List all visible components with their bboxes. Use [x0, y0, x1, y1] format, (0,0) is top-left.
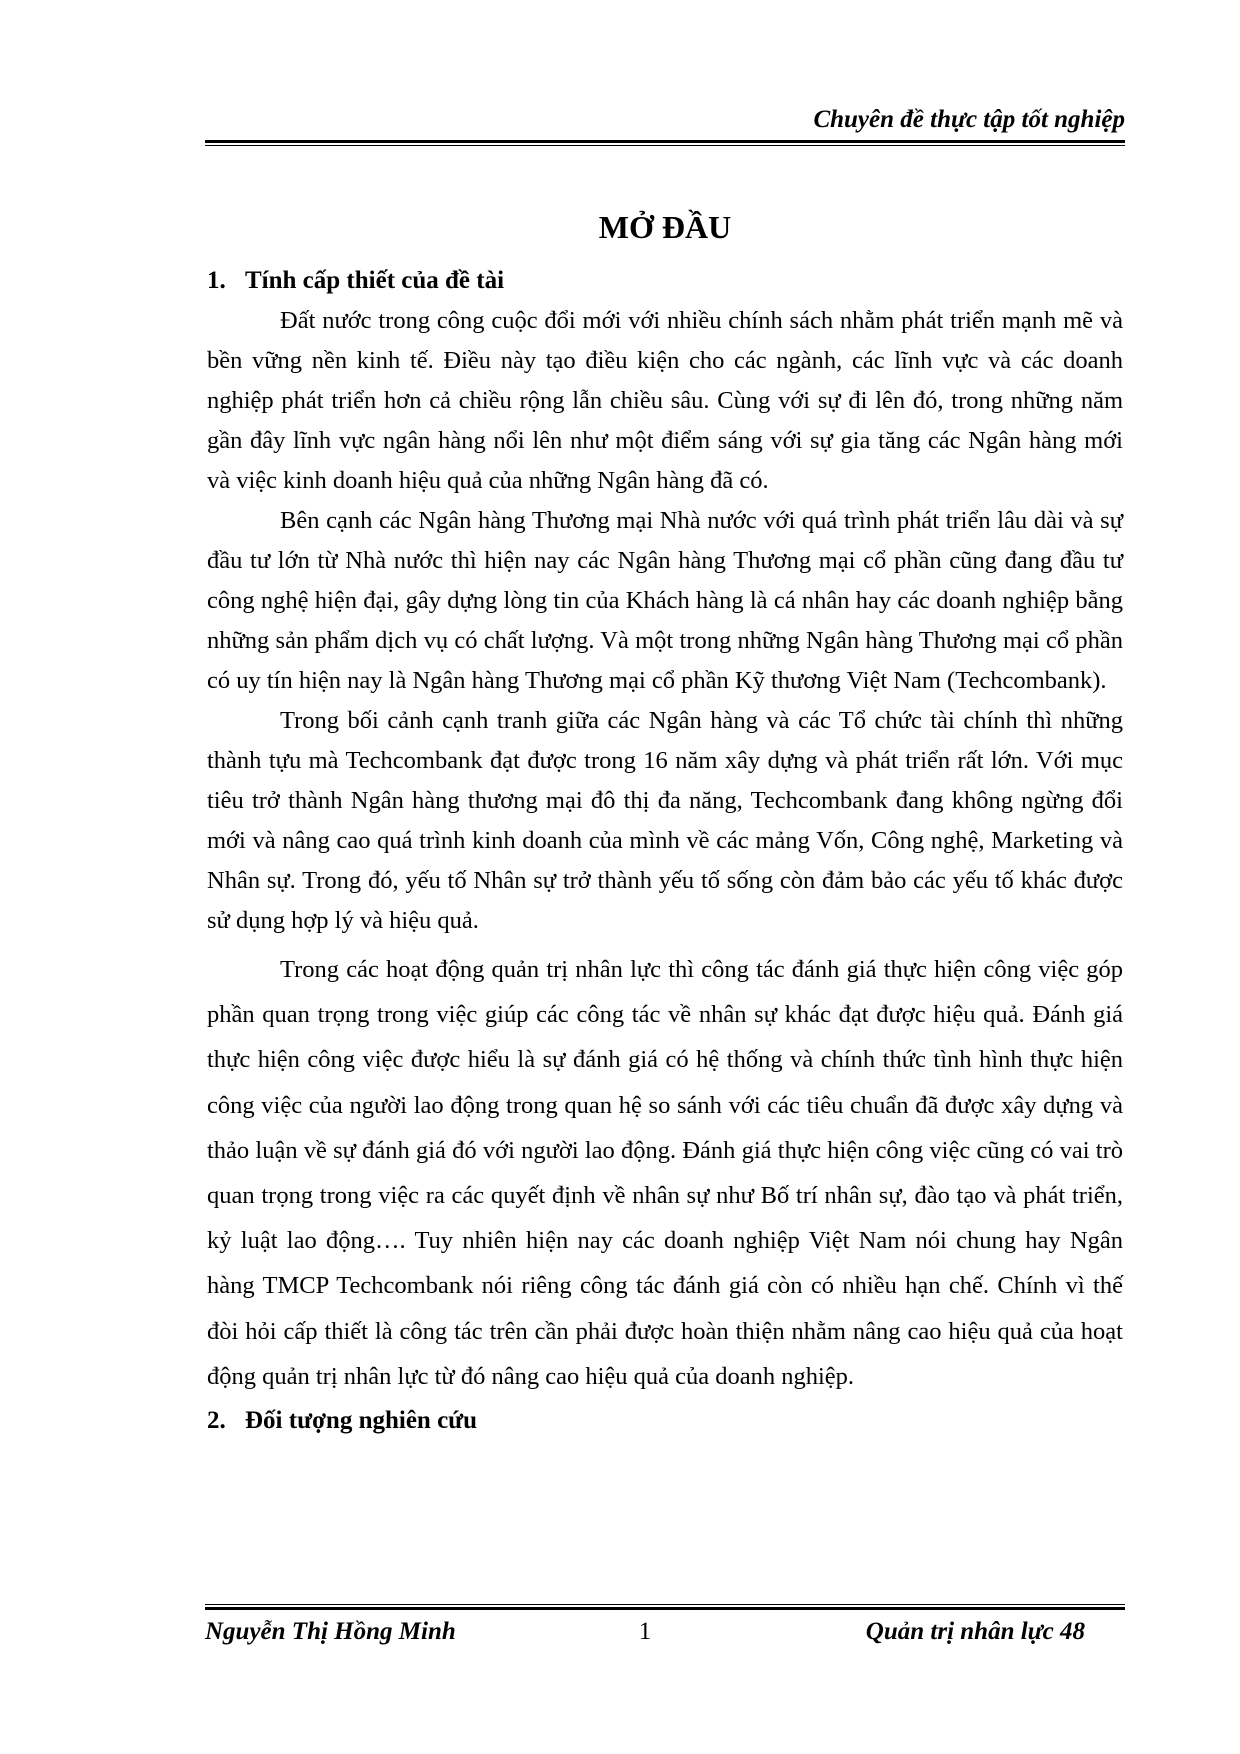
paragraph: Trong bối cảnh cạnh tranh giữa các Ngân hàng và các Tổ chức tài chính thì những thành tựu mà Techcombank đạt được trong 16 năm xây dựng và phát triển rất lớn. Với mục tiêu trở thành Ngân hàng thương mại đô thị đa năng, Techcombank đang không ngừng đổi mới và nâng cao quá trình kinh doanh của mình về các mảng Vốn, Công nghệ, Marketing và Nhân sự. Trong đó, yếu tố Nhân sự trở thành yếu tố sống còn đảm bảo các yếu tố khác được sử dụng hợp lý và hiệu quả.	[207, 707, 1123, 934]
page-title: MỞ ĐẦU	[598, 209, 732, 245]
section-title: Tính cấp thiết của đề tài	[245, 267, 505, 294]
footer-course: Quản trị nhân lực 48	[865, 1618, 1085, 1645]
page-number: 1	[638, 1618, 652, 1645]
header-rule	[205, 140, 1125, 146]
section-heading-1	[207, 261, 1123, 301]
body-text	[207, 261, 1123, 1441]
page-footer	[205, 1614, 1125, 1650]
footer-author: Nguyễn Thị Hồng Minh	[205, 1618, 456, 1645]
paragraph: Bên cạnh các Ngân hàng Thương mại Nhà nước với quá trình phát triển lâu dài và sự đầu tư lớn từ Nhà nước thì hiện nay các Ngân hàng Thương mại cổ phần cũng đang đầu tư công nghệ hiện đại, gây dựng lòng tin của Khách hàng là cá nhân hay các doanh nghiệp bằng những sản phẩm dịch vụ có chất lượng. Và một trong những Ngân hàng Thương mại cổ phần có uy tín hiện nay là Ngân hàng Thương mại cổ phần Kỹ thương Việt Nam (Techcombank).	[207, 507, 1123, 694]
section-number: 1.	[207, 267, 226, 294]
section-title: Đối tượng nghiên cứu	[245, 1407, 478, 1435]
section-heading-2	[207, 1401, 1123, 1441]
paragraph: Đất nước trong công cuộc đổi mới với nhiều chính sách nhằm phát triển mạnh mẽ và bền vững nền kinh tế. Điều này tạo điều kiện cho các ngành, các lĩnh vực và các doanh nghiệp phát triển hơn cả chiều rộng lẫn chiều sâu. Cùng với sự đi lên đó, trong những năm gần đây lĩnh vực ngân hàng nổi lên như một điểm sáng với sự gia tăng các Ngân hàng mới và việc kinh doanh hiệu quả của những Ngân hàng đã có.	[207, 307, 1123, 494]
running-header: Chuyên đề thực tập tốt nghiệp	[813, 106, 1125, 133]
paragraph: Trong các hoạt động quản trị nhân lực thì công tác đánh giá thực hiện công việc góp phần quan trọng trong việc giúp các công tác về nhân sự khác đạt được hiệu quả. Đánh giá thực hiện công việc được hiểu là sự đánh giá có hệ thống và chính thức tình hình thực hiện công việc của người lao động trong quan hệ so sánh với các tiêu chuẩn đã được xây dựng và thảo luận về sự đánh giá đó với người lao động. Đánh giá thực hiện công việc cũng có vai trò quan trọng trong việc ra các quyết định về nhân sự như Bố trí nhân sự, đào tạo và phát triển, kỷ luật lao động…. Tuy nhiên hiện nay các doanh nghiệp Việt Nam nói chung hay Ngân hàng TMCP Techcombank nói riêng công tác đánh giá còn có nhiều hạn chế. Chính vì thế đòi hỏi cấp thiết là công tác trên cần phải được hoàn thiện nhằm nâng cao hiệu quả của hoạt động quản trị nhân lực từ đó nâng cao hiệu quả của doanh nghiệp.	[207, 956, 1123, 1390]
section-number: 2.	[207, 1407, 226, 1435]
footer-rule	[205, 1604, 1125, 1610]
